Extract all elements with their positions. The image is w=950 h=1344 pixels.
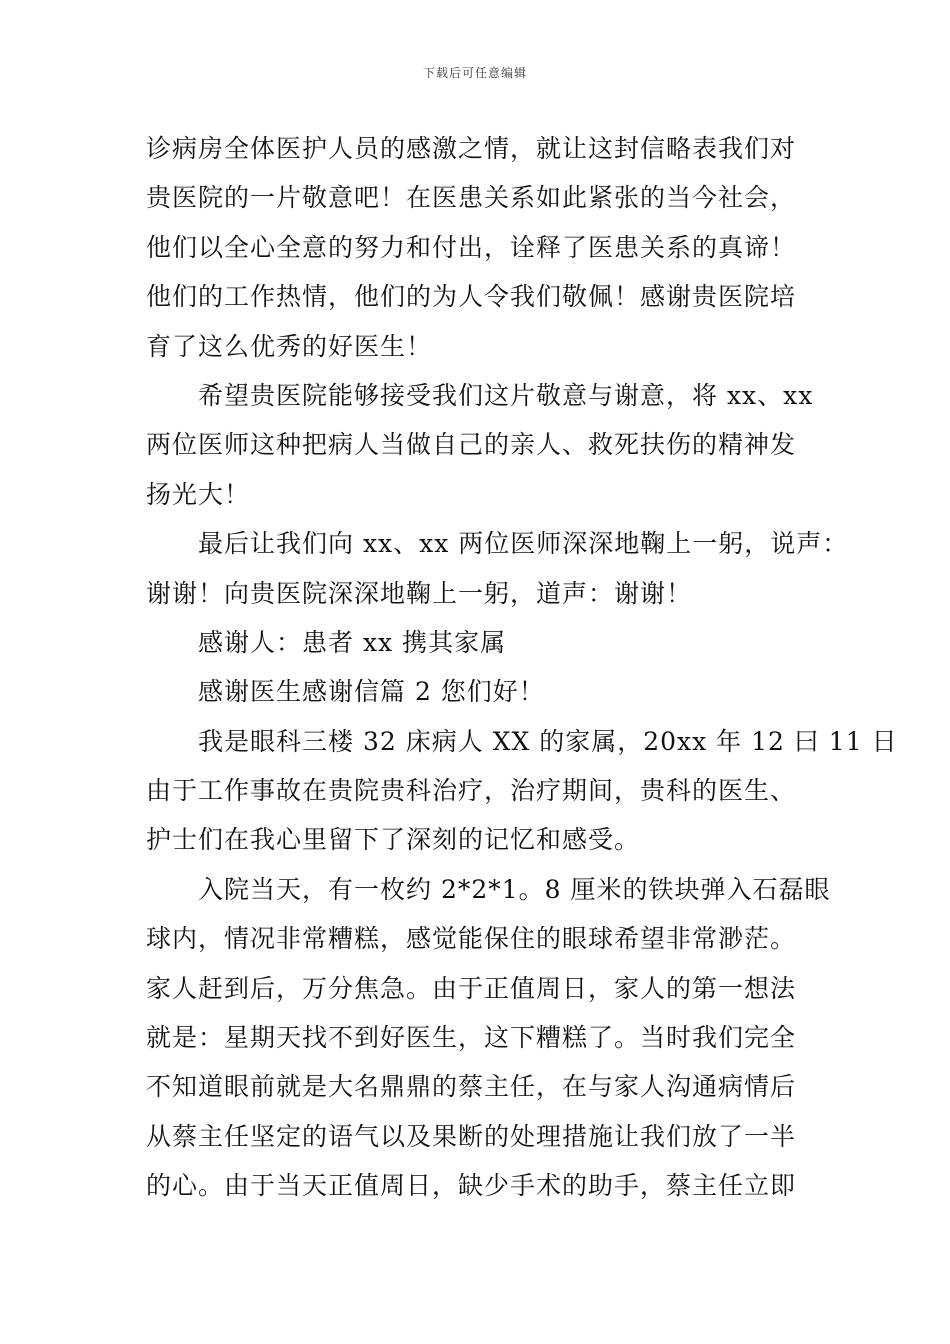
page-header: 下载后可任意编辑 [422, 66, 527, 80]
text-line: 的心。由于当天正值周日，缺少手术的助手，蔡主任立即 [146, 1171, 797, 1201]
text-line: 入院当天，有一枚约 2*2*1。8 厘米的铁块弹入石磊眼 [198, 874, 831, 904]
text-line: 希望贵医院能够接受我们这片敬意与谢意，将 xx、xx [198, 380, 814, 410]
text-line: 感谢医生感谢信篇 2 您们好！ [198, 677, 545, 707]
text-line: 谢谢！向贵医院深深地鞠上一躬，道声：谢谢！ [146, 578, 693, 608]
text-line: 他们以全心全意的努力和付出，诠释了医患关系的真谛！ [146, 232, 797, 262]
text-line: 不知道眼前就是大名鼎鼎的蔡主任，在与家人沟通病情后 [146, 1072, 797, 1102]
text-line: 最后让我们向 xx、xx 两位医师深深地鞠上一躬，说声： [198, 529, 849, 559]
text-line: 由于工作事故在贵院贵科治疗，治疗期间，贵科的医生、 [146, 776, 797, 806]
document-body [146, 124, 898, 1211]
text-line: 球内，情况非常糟糕，感觉能保住的眼球希望非常渺茫。 [146, 924, 797, 954]
text-line: 就是：星期天找不到好医生，这下糟糕了。当时我们完全 [146, 1023, 797, 1053]
text-line: 我是眼科三楼 32 床病人 XX 的家属，20xx 年 12 曰 11 日 [198, 726, 898, 756]
text-line: 从蔡主任坚定的语气以及果断的处理措施让我们放了一半 [146, 1121, 797, 1151]
text-line: 护士们在我心里留下了深刻的记忆和感受。 [146, 825, 641, 855]
text-line: 诊病房全体医护人员的感激之情，就让这封信略表我们对 [146, 134, 797, 163]
text-line: 育了这么优秀的好医生！ [146, 331, 433, 361]
text-line: 家人赶到后，万分焦急。由于正值周日，家人的第一想法 [146, 973, 797, 1003]
text-line: 扬光大！ [146, 479, 251, 509]
text-line: 贵医院的一片敬意吧！在医患关系如此紧张的当今社会， [146, 183, 797, 213]
text-line: 两位医师这种把病人当做自己的亲人、救死扶伤的精神发 [146, 430, 797, 460]
text-line: 他们的工作热情，他们的为人令我们敬佩！感谢贵医院培 [146, 282, 797, 312]
text-line: 感谢人：患者 xx 携其家属 [198, 627, 507, 657]
